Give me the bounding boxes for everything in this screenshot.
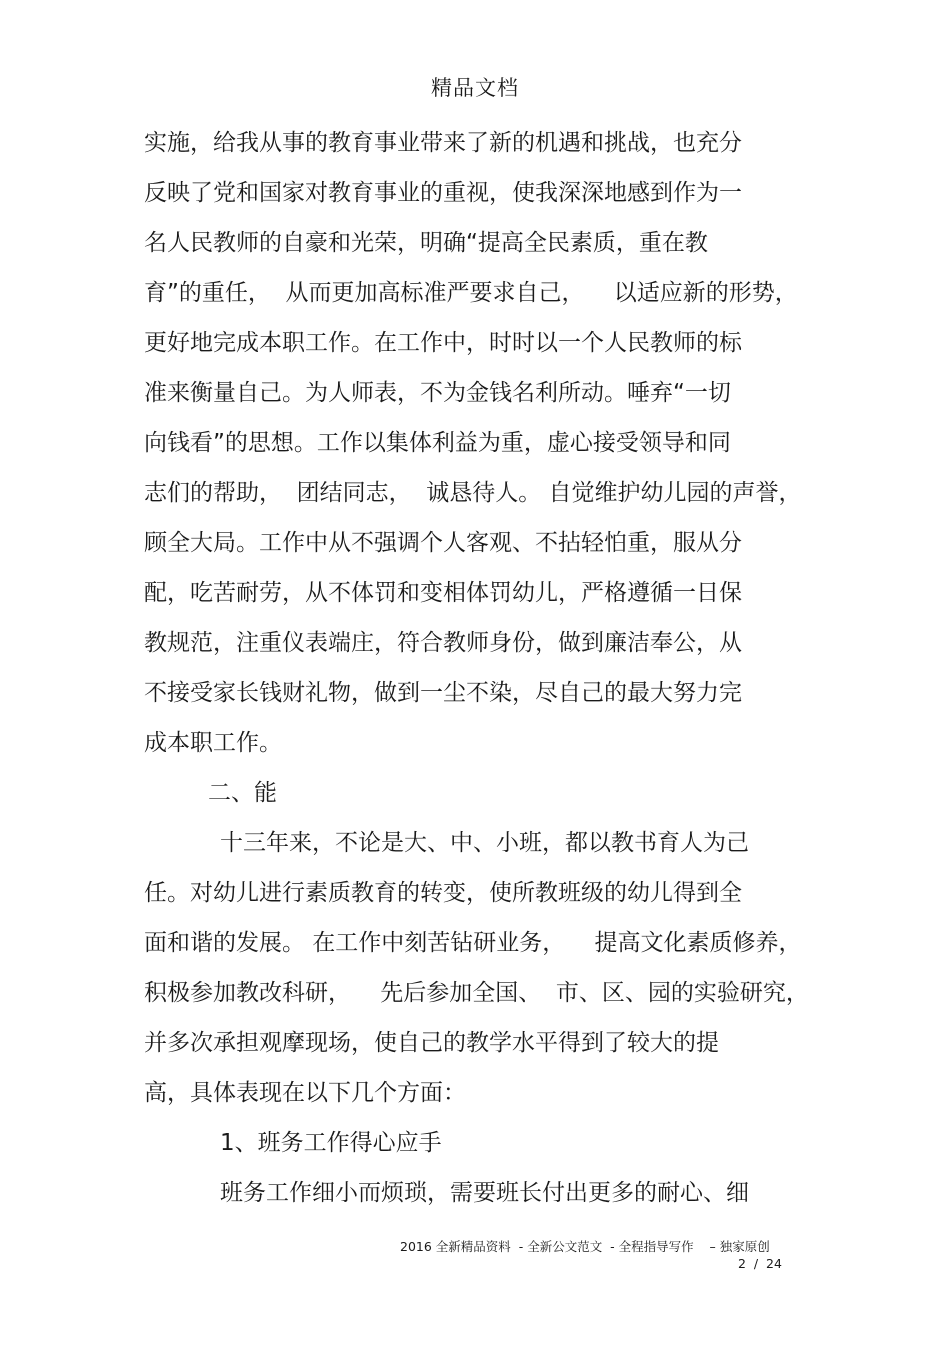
text-line: 实施，给我从事的教育事业带来了新的机遇和挑战，也充分 [144, 130, 742, 156]
text-line: 高，具体表现在以下几个方面： [144, 1080, 466, 1106]
text-line: 志们的帮助， 团结同志， 诚恳待人。 自觉维护幼儿园的声誉， [144, 480, 802, 506]
text-line: 反映了党和国家对教育事业的重视，使我深深地感到作为一 [144, 180, 742, 206]
text-line: 名人民教师的自豪和光荣，明确“提高全民素质，重在教 [144, 230, 708, 256]
page-footer: 2016 全新精品资料 - 全新公文范文 - 全程指导写作 – 独家原创 [400, 1239, 770, 1254]
text-line: 向钱看”的思想。工作以集体利益为重，虚心接受领导和同 [144, 430, 731, 456]
text-line: 面和谐的发展。 在工作中刻苦钻研业务， 提高文化素质修养， [144, 930, 802, 956]
subsection-heading: 1、班务工作得心应手 [220, 1130, 442, 1156]
section-heading: 二、能 [208, 780, 277, 806]
text-line: 育”的重任， 从而更加高标准严要求自己， 以适应新的形势， [144, 280, 798, 306]
text-line: 任。对幼儿进行素质教育的转变，使所教班级的幼儿得到全 [144, 880, 742, 906]
text-line: 顾全大局。工作中从不强调个人客观、不拈轻怕重，服从分 [144, 530, 742, 556]
text-line: 并多次承担观摩现场，使自己的教学水平得到了较大的提 [144, 1030, 719, 1056]
text-line: 成本职工作。 [144, 730, 282, 756]
page-header: 精品文档 [431, 76, 519, 100]
page-number: 2 / 24 [738, 1256, 782, 1271]
text-line: 不接受家长钱财礼物，做到一尘不染，尽自己的最大努力完 [144, 680, 742, 706]
text-line: 积极参加教改科研， 先后参加全国、 市、区、园的实验研究， [144, 980, 809, 1006]
text-line: 十三年来，不论是大、中、小班，都以教书育人为己 [220, 830, 749, 856]
text-line: 班务工作细小而烦琐，需要班长付出更多的耐心、细 [220, 1180, 749, 1206]
text-line: 更好地完成本职工作。在工作中，时时以一个人民教师的标 [144, 330, 742, 356]
text-line: 配，吃苦耐劳，从不体罚和变相体罚幼儿，严格遵循一日保 [144, 580, 742, 606]
text-line: 准来衡量自己。为人师表，不为金钱名利所动。唾弃“一切 [144, 380, 731, 406]
text-line: 教规范，注重仪表端庄，符合教师身份，做到廉洁奉公，从 [144, 630, 742, 656]
